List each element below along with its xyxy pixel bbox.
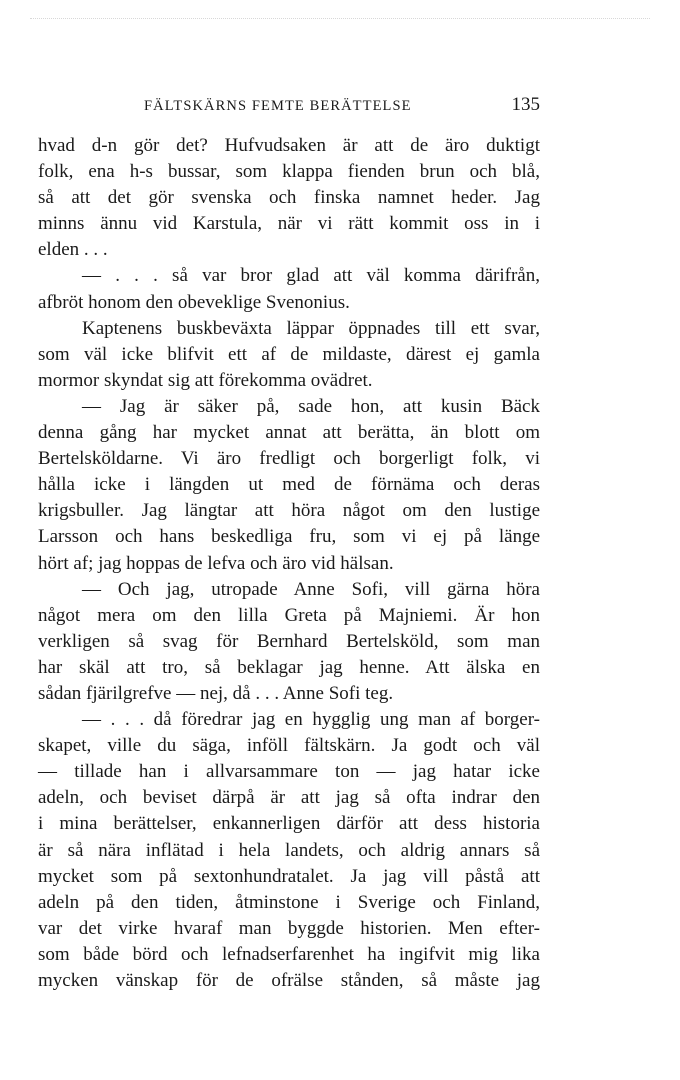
- text-line: Bertelsköldarne. Vi äro fredligt och borgerligt folk, vi: [38, 448, 540, 470]
- text-line: är så nära inflätad i hela landets, och aldrig annars så: [38, 839, 540, 861]
- text-line: så att det gör svenska och finska namnet heder. Jag: [38, 187, 540, 209]
- page-number: 135: [511, 94, 540, 115]
- running-title: FÄLTSKÄRNS FEMTE BERÄTTELSE: [144, 98, 412, 114]
- text-line: hvad d-n gör det? Hufvudsaken är att de äro duktigt: [38, 135, 540, 156]
- text-line: afbröt honom den obeveklige Svenonius.: [38, 291, 350, 313]
- text-line: mycket som på sextonhundratalet. Ja jag vill påstå att: [38, 865, 540, 887]
- text-line: — Jag är säker på, sade hon, att kusin Bäck: [82, 395, 540, 417]
- text-line: krigsbuller. Jag längtar att höra något om den lustige: [38, 500, 540, 522]
- text-line: elden . . .: [38, 239, 108, 261]
- running-head: [38, 94, 540, 120]
- text-line: hört af; jag hoppas de lefva och äro vid hälsan.: [38, 552, 394, 574]
- text-line: var det virke hvaraf man byggde historien. Men efter-: [38, 917, 540, 939]
- text-line: — . . . så var bror glad att väl komma därifrån,: [82, 265, 540, 287]
- text-line: mormor skyndat sig att förekomma ovädret.: [38, 369, 373, 391]
- text-line: — Och jag, utropade Anne Sofi, vill gärna höra: [82, 578, 540, 600]
- text-line: i mina berättelser, enkannerligen därför att dess historia: [38, 813, 540, 835]
- text-line: Kaptenens buskbeväxta läppar öppnades till ett svar,: [82, 317, 540, 339]
- text-line: adeln på den tiden, åtminstone i Sverige och Finland,: [38, 891, 540, 913]
- text-line: som väl icke blifvit ett af de mildaste, därest ej gamla: [38, 343, 540, 365]
- text-line: adeln, och beviset därpå är att jag så ofta indrar den: [38, 787, 540, 809]
- text-line: hålla icke i längden ut med de förnäma och deras: [38, 474, 540, 496]
- text-line: sådan fjärilgrefve — nej, då . . . Anne Sofi teg.: [38, 682, 394, 704]
- body-text: [38, 133, 540, 994]
- scan-speckle-line: [30, 18, 650, 21]
- text-line: — . . . då föredrar jag en hygglig ung man af borger-: [82, 709, 540, 731]
- text-line: denna gång har mycket annat att berätta, än blott om: [38, 422, 540, 444]
- text-line: Larsson och hans beskedliga fru, som vi ej på länge: [38, 526, 540, 548]
- text-line: folk, ena h-s bussar, som klappa fienden brun och blå,: [38, 161, 540, 183]
- text-line: har skäl att tro, så beklagar jag henne. Att älska en: [38, 656, 540, 678]
- text-line: något mera om den lilla Greta på Majniemi. Är hon: [38, 604, 540, 626]
- text-line: minns ännu vid Karstula, när vi rätt kommit oss in i: [38, 213, 540, 235]
- text-line: som både börd och lefnadserfarenhet ha ingifvit mig lika: [38, 943, 540, 965]
- text-line: skapet, ville du säga, inföll fältskärn. Ja godt och väl: [38, 735, 540, 757]
- text-line: verkligen så svag för Bernhard Bertelsköld, som man: [38, 630, 540, 652]
- text-line: — tillade han i allvarsammare ton — jag hatar icke: [38, 761, 540, 783]
- text-line: mycken vänskap för de ofrälse stånden, så måste jag: [38, 970, 540, 991]
